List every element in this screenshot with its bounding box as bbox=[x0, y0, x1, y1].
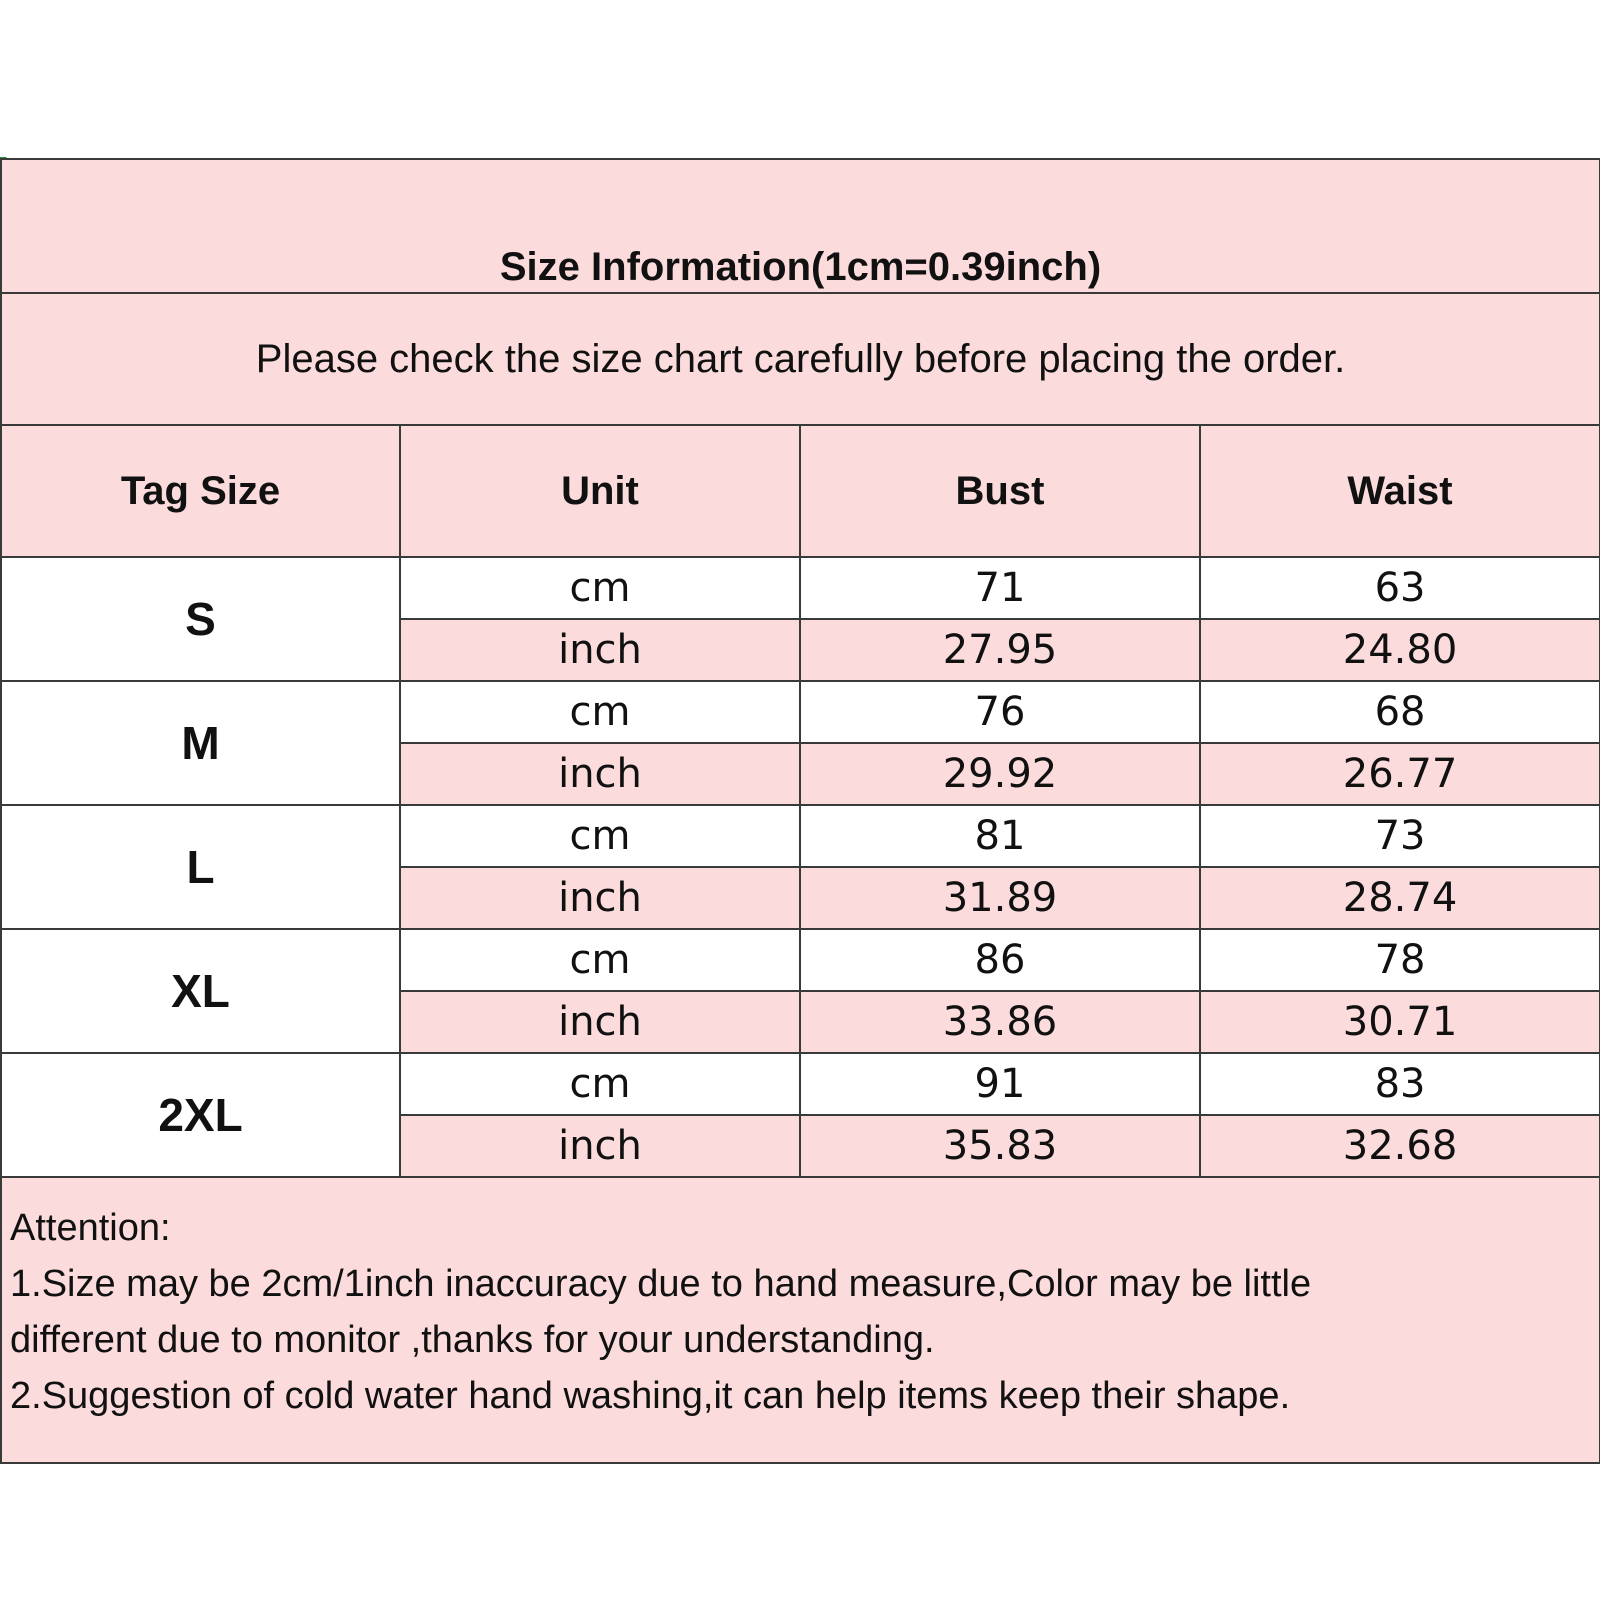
waist-value: 32.68 bbox=[1200, 1115, 1600, 1177]
bust-value: 91 bbox=[800, 1053, 1200, 1115]
unit-cell: cm bbox=[400, 929, 800, 991]
table-row bbox=[1, 557, 1600, 619]
column-header-waist: Waist bbox=[1200, 425, 1600, 557]
table-row bbox=[1, 681, 1600, 743]
column-header-tag-size: Tag Size bbox=[1, 425, 400, 557]
column-header-bust: Bust bbox=[800, 425, 1200, 557]
attention-heading: Attention: bbox=[10, 1207, 171, 1249]
header-row bbox=[1, 425, 1600, 557]
attention-row bbox=[1, 1177, 1600, 1463]
waist-value: 30.71 bbox=[1200, 991, 1600, 1053]
waist-value: 78 bbox=[1200, 929, 1600, 991]
unit-cell: cm bbox=[400, 805, 800, 867]
tag-size-cell: M bbox=[1, 681, 400, 805]
column-header-unit: Unit bbox=[400, 425, 800, 557]
waist-value: 26.77 bbox=[1200, 743, 1600, 805]
unit-cell: cm bbox=[400, 681, 800, 743]
tag-size-cell: S bbox=[1, 557, 400, 681]
waist-value: 73 bbox=[1200, 805, 1600, 867]
unit-cell: inch bbox=[400, 619, 800, 681]
table-row bbox=[1, 1053, 1600, 1115]
bust-value: 27.95 bbox=[800, 619, 1200, 681]
attention-notes bbox=[1, 1177, 1600, 1463]
unit-cell: cm bbox=[400, 557, 800, 619]
unit-cell: inch bbox=[400, 743, 800, 805]
waist-value: 63 bbox=[1200, 557, 1600, 619]
unit-cell: inch bbox=[400, 1115, 800, 1177]
waist-value: 24.80 bbox=[1200, 619, 1600, 681]
notice-row bbox=[1, 293, 1600, 425]
bust-value: 71 bbox=[800, 557, 1200, 619]
attention-note-1a: 1.Size may be 2cm/1inch inaccuracy due to hand measure,Color may be little bbox=[10, 1263, 1312, 1305]
chart-notice: Please check the size chart carefully before placing the order. bbox=[1, 293, 1600, 425]
bust-value: 86 bbox=[800, 929, 1200, 991]
unit-cell: cm bbox=[400, 1053, 800, 1115]
unit-cell: inch bbox=[400, 991, 800, 1053]
bust-value: 35.83 bbox=[800, 1115, 1200, 1177]
waist-value: 68 bbox=[1200, 681, 1600, 743]
title-row bbox=[1, 159, 1600, 293]
table-row bbox=[1, 805, 1600, 867]
waist-value: 28.74 bbox=[1200, 867, 1600, 929]
bust-value: 33.86 bbox=[800, 991, 1200, 1053]
attention-note-2: 2.Suggestion of cold water hand washing,it can help items keep their shape. bbox=[10, 1375, 1291, 1417]
unit-cell: inch bbox=[400, 867, 800, 929]
bust-value: 76 bbox=[800, 681, 1200, 743]
bust-value: 29.92 bbox=[800, 743, 1200, 805]
tag-size-cell: XL bbox=[1, 929, 400, 1053]
waist-value: 83 bbox=[1200, 1053, 1600, 1115]
bust-value: 31.89 bbox=[800, 867, 1200, 929]
bust-value: 81 bbox=[800, 805, 1200, 867]
chart-title: Size Information(1cm=0.39inch) bbox=[1, 159, 1600, 293]
table-row bbox=[1, 929, 1600, 991]
tag-size-cell: 2XL bbox=[1, 1053, 400, 1177]
size-chart-table bbox=[0, 158, 1600, 1464]
attention-note-1b: different due to monitor ,thanks for your understanding. bbox=[10, 1319, 935, 1361]
tag-size-cell: L bbox=[1, 805, 400, 929]
